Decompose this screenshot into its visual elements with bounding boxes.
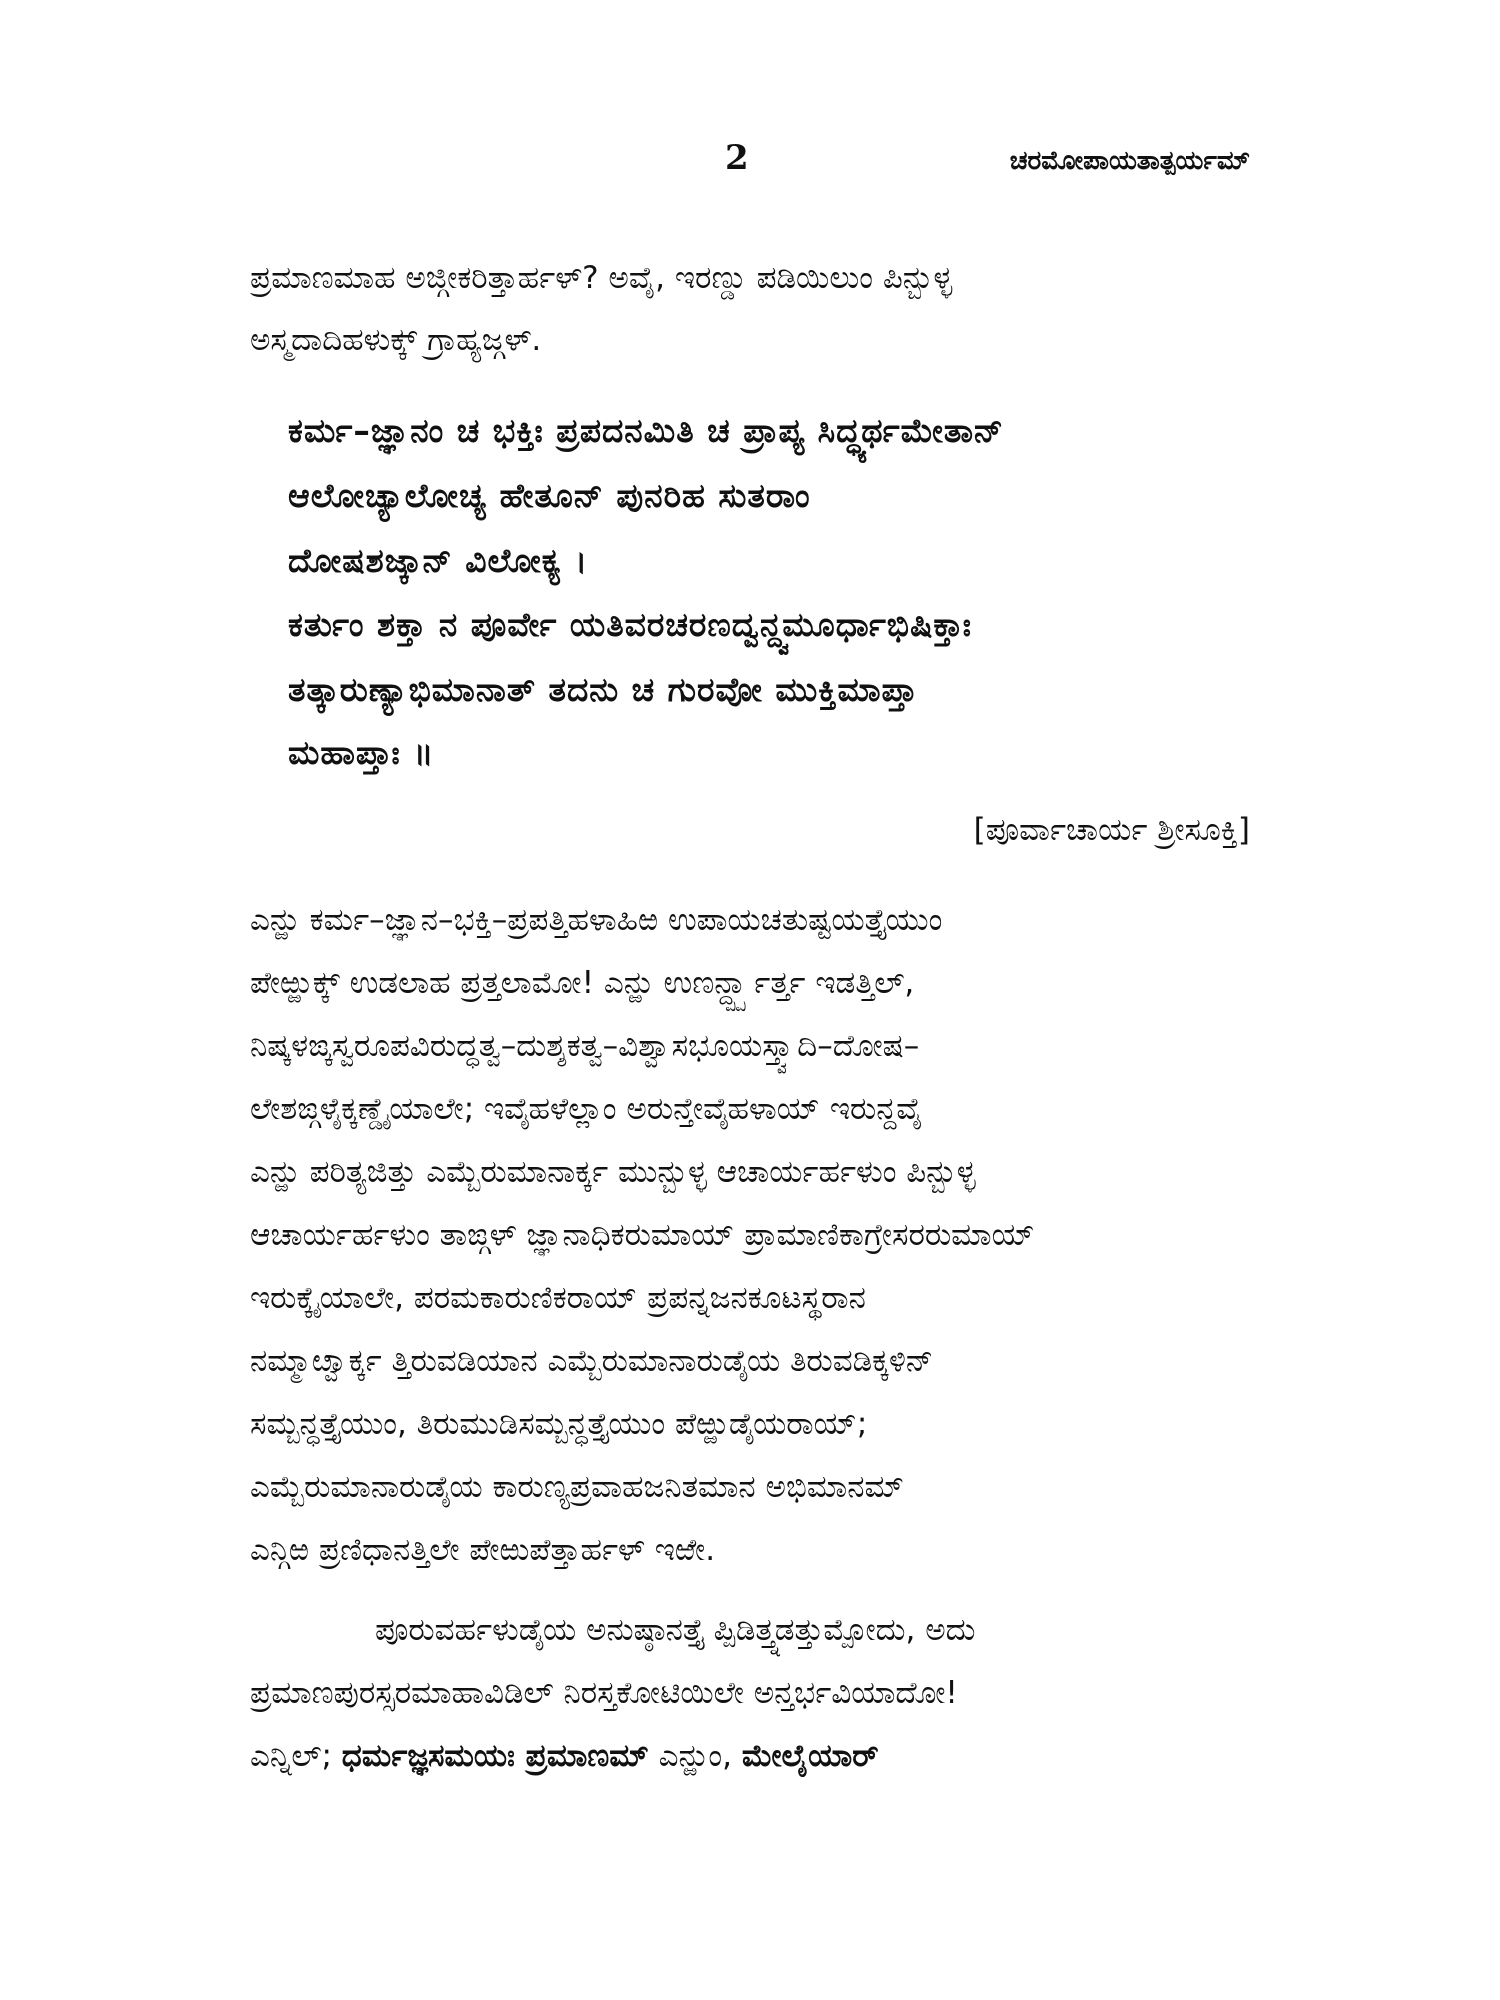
verse-line: ಆಲೋಚ್ಯಾಲೋಚ್ಯ ಹೇತೂನ್ ಪುನರಿಹ ಸುತರಾಂ <box>288 476 811 515</box>
paragraph-line: ಆಚಾರ್ಯರ್ಹಳುಂ ತಾಙ್ಗಳ್ ಜ್ಞಾನಾಧಿಕರುಮಾಯ್ ಪ್ರಾಮಾಣಿಕಾಗ್ರೇಸರರುಮಾಯ್ <box>250 1217 1035 1253</box>
intro-line: ಅಸ್ಮದಾದಿಹಳುಕ್ಕ್ ಗ್ರಾಹ್ಯಜ್ಗಳ್. <box>250 322 542 358</box>
page-number: 2 <box>725 138 749 178</box>
bold-quote: ಧರ್ಮಜ್ಞಸಮಯಃ ಪ್ರಮಾಣಮ್ <box>341 1738 649 1774</box>
paragraph-line <box>250 1736 879 1776</box>
text-run: ಎನ್ಱುಂ, <box>648 1738 742 1774</box>
paragraph-line: ಸಮ್ಬನ್ಧತ್ತೈಯುಂ, ತಿರುಮುಡಿಸಮ್ಬನ್ಧತ್ತೈಯುಂ ಪೆಱ್ಱುಡೈಯರಾಯ್; <box>250 1406 868 1442</box>
verse-line: ಕರ್ಮ–ಜ್ಞಾನಂ ಚ ಭಕ್ತಿಃ ಪ್ರಪದನಮಿತಿ ಚ ಪ್ರಾಪ್ಯ ಸಿದ್ಧ್ಯರ್ಥಮೇತಾನ್ <box>288 411 1005 450</box>
paragraph-line: ಲೇಶಙ್ಗಳೈಕ್ಕಣ್ಡೈಯಾಲೇ; ಇವೈಹಳೆಲ್ಲಾಂ ಅರುನ್ತೇವೈಹಳಾಯ್ ಇರುನ್ದವೈ <box>250 1091 923 1127</box>
page-header <box>250 138 1250 198</box>
paragraph-line: ಪೂರುವರ್ಹಳುಡೈಯ ಅನುಷ್ಠಾನತ್ತೈ ಪ್ಪಿಡಿತ್ತ್ನಡತ್ತುಮ್ಪೋದು, ಅದು <box>375 1612 976 1648</box>
paragraph-line: ಎಮ್ಬೆರುಮಾನಾರುಡೈಯ ಕಾರುಣ್ಯಪ್ರವಾಹಜನಿತಮಾನ ಅಭಿಮಾನಮ್ <box>250 1469 904 1505</box>
verse-line: ಮಹಾಪ್ತಾಃ ॥ <box>288 733 435 772</box>
paragraph-line: ನಮ್ಮಾೞ್ವಾರ್ಕ್ಕ ತ್ತಿರುವಡಿಯಾನ ಎಮ್ಬೆರುಮಾನಾರುಡೈಯ ತಿರುವಡಿಕ್ಕಳಿನ್ <box>250 1343 934 1379</box>
paragraph-line: ಇರುಕ್ಕೈಯಾಲೇ, ಪರಮಕಾರುಣಿಕರಾಯ್ ಪ್ರಪನ್ನಜನಕೂಟಸ್ಥರಾನ <box>250 1280 866 1316</box>
verse-attribution: [ಪೂರ್ವಾಚಾರ್ಯ ಶ್ರೀಸೂಕ್ತಿ] <box>973 812 1250 848</box>
paragraph-line: ಪೇಱ್ಱುಕ್ಕ್ ಉಡಲಾಹ ಪ್ರತ್ತಲಾಮೋ! ಎನ್ಱು ಉಣರ್ನ್ದ್ಪ್ಪಾರ್ತ್ತ ಇಡತ್ತಿಲ್, <box>250 965 915 1001</box>
paragraph-line: ಪ್ರಮಾಣಪುರಸ್ಸರಮಾಹಾವಿಡಿಲ್ ನಿರಸ್ತಕೋಟಿಯಿಲೇ ಅನ್ತರ್ಭವಿಯಾದೋ! <box>250 1675 958 1711</box>
text-run: ಎನ್ನಿಲ್; <box>250 1738 342 1774</box>
intro-line: ಪ್ರಮಾಣಮಾಹ ಅಜ್ಗೀಕರಿತ್ತಾರ್ಹಳ್? ಅವೈ, ಇರಣ್ಡು ಪಡಿಯಿಲುಂ ಪಿನ್ಬುಳ್ಳ <box>250 260 953 296</box>
paragraph-line: ನಿಷ್ಕಳಙ್ಕಸ್ವರೂಪವಿರುದ್ಧತ್ವ–ದುಶ್ಶಕತ್ವ–ವಿಶ್ವಾಸಭೂಯಸ್ತ್ವಾದಿ–ದೋಷ– <box>250 1028 920 1064</box>
running-title: ಚರಮೋಪಾಯತಾತ್ಪರ್ಯಮ್ <box>1009 146 1250 176</box>
paragraph-line: ಎನ್ಗಿಱ ಪ್ರಣಿಧಾನತ್ತಿಲೇ ಪೇಱುಪೆತ್ತಾರ್ಹಳ್ ಇಱೇ. <box>250 1532 716 1568</box>
paragraph-line: ಎನ್ಱು ಕರ್ಮ–ಜ್ಞಾನ–ಭಕ್ತಿ–ಪ್ರಪತ್ತಿಹಳಾಹಿಱ ಉಪಾಯಚತುಷ್ಟಯತ್ತೈಯುಂ <box>250 902 943 938</box>
verse-line: ದೋಷಶಜ್ಕಾನ್ ವಿಲೋಕ್ಯ । <box>288 541 589 580</box>
paragraph-line: ಎನ್ಱು ಪರಿತ್ಯಜಿತ್ತು ಎಮ್ಬೆರುಮಾನಾರ್ಕ್ಕ ಮುನ್ಬುಳ್ಳ ಆಚಾರ್ಯರ್ಹಳುಂ ಪಿನ್ಬುಳ್ಳ <box>250 1154 976 1190</box>
verse-line: ಕರ್ತುಂ ಶಕ್ತಾ ನ ಪೂರ್ವೇ ಯತಿವರಚರಣದ್ವನ್ದ್ವಮೂರ್ಧಾಭಿಷಿಕ್ತಾಃ <box>288 605 972 644</box>
verse-line: ತತ್ಕಾರುಣ್ಯಾಭಿಮಾನಾತ್ ತದನು ಚ ಗುರವೋ ಮುಕ್ತಿಮಾಪ್ತಾ <box>288 670 919 709</box>
bold-quote: ಮೇಲೈಯಾರ್ <box>741 1738 879 1774</box>
